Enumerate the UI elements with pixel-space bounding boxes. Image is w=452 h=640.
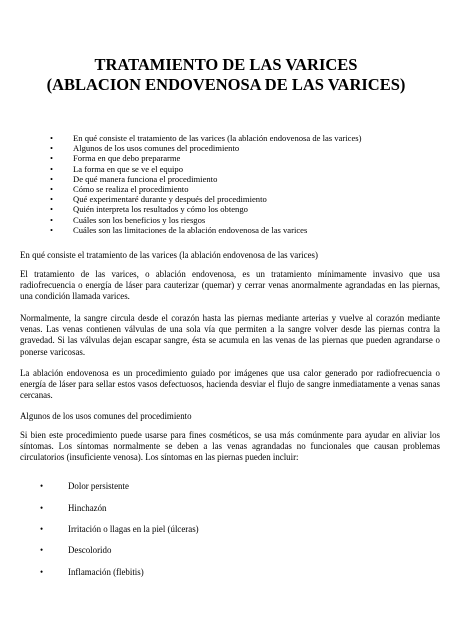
symptom-item: • Descolorido <box>40 545 111 556</box>
toc-item[interactable]: • La forma en que se ve el equipo <box>50 164 362 174</box>
toc-item[interactable]: • De qué manera funciona el procedimiento <box>50 174 362 184</box>
toc-item[interactable]: • Cuáles son los beneficios y los riesgos <box>50 215 362 225</box>
symptom-item: • Hinchazón <box>40 503 106 514</box>
table-of-contents <box>50 133 362 235</box>
symptom-item: • Inflamación (flebitis) <box>40 567 144 578</box>
section-heading-what-is: En qué consiste el tratamiento de las varices (la ablación endovenosa de las varices) <box>20 250 318 260</box>
toc-item[interactable]: • Algunos de los usos comunes del procedimiento <box>50 143 362 153</box>
paragraph-circulation: Normalmente, la sangre circula desde el corazón hasta las piernas mediante arterias y vuelve al corazón mediante venas. Las venas contienen válvulas de una sola vía que permiten a la sangre volver desde las piernas contra la gravedad. Si las válvulas dejan escapar sangre, ésta se acumula en las venas de las piernas que pueden agrandarse o ponerse varicosas. <box>20 313 440 357</box>
toc-item[interactable]: • En qué consiste el tratamiento de las varices (la ablación endovenosa de las varices) <box>50 133 362 143</box>
toc-item[interactable]: • Qué experimentaré durante y después del procedimiento <box>50 194 362 204</box>
toc-item[interactable]: • Cuáles son las limitaciones de la ablación endovenosa de las varices <box>50 225 362 235</box>
symptom-item: • Dolor persistente <box>40 481 129 492</box>
paragraph-uses: Si bien este procedimiento puede usarse para fines cosméticos, se usa más comúnmente para ayudar en aliviar los síntomas. Los síntomas normalmente se deben a las venas agrandadas no funcionales que causan problemas circulatorios (insuficiente venosa). Los síntomas en las piernas pueden incluir: <box>20 430 440 463</box>
toc-item[interactable]: • Forma en que debo prepararme <box>50 153 362 163</box>
section-heading-uses: Algunos de los usos comunes del procedimiento <box>20 411 192 421</box>
document-title-line-2: (ABLACION ENDOVENOSA DE LAS VARICES) <box>46 75 406 94</box>
paragraph-definition: El tratamiento de las varices, o ablación endovenosa, es un tratamiento mínimamente invasivo que usa radiofrecuencia o energía de láser para cauterizar (quemar) y cerrar venas anormalmente agrandadas en las piernas, una condición llamada varices. <box>20 269 440 302</box>
document-title-line-1: TRATAMIENTO DE LAS VARICES <box>94 55 358 74</box>
paragraph-procedure: La ablación endovenosa es un procedimiento guiado por imágenes que usa calor generado por radiofrecuencia o energía de láser para sellar estos vasos defectuosos, hacienda desviar el flujo de sangre inmediatamente a venas sanas cercanas. <box>20 368 440 401</box>
toc-item[interactable]: • Quién interpreta los resultados y cómo los obtengo <box>50 204 362 214</box>
toc-item[interactable]: • Cómo se realiza el procedimiento <box>50 184 362 194</box>
symptom-item: • Irritación o llagas en la piel (úlceras) <box>40 524 199 535</box>
